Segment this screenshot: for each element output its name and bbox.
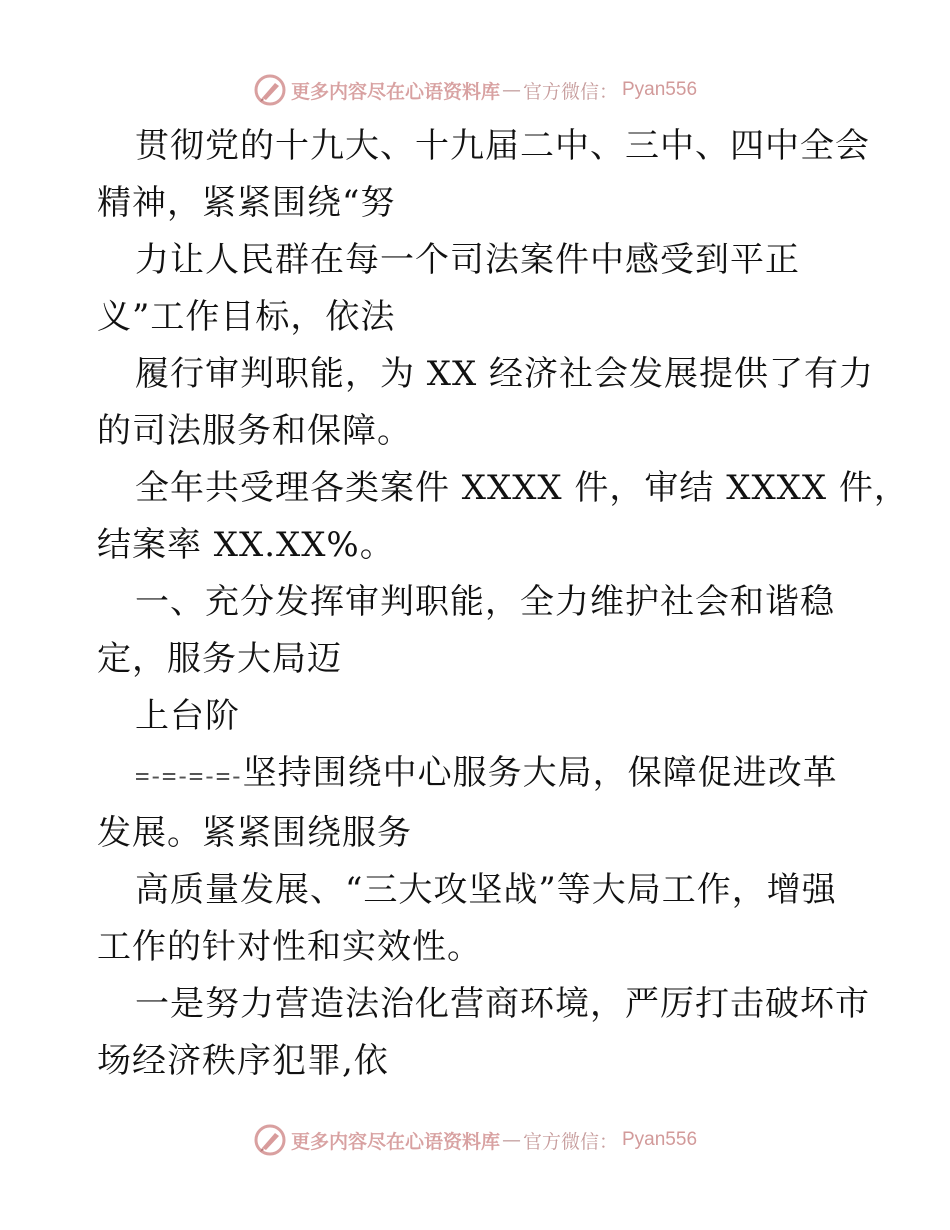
- paragraph-line: 义”工作目标，依法: [97, 297, 396, 337]
- banner-account-id: Pyan556: [622, 1129, 698, 1150]
- paragraph: [97, 976, 870, 1090]
- paragraph-line: 发展。紧紧围绕服务: [97, 813, 412, 853]
- paragraph-line: 上台阶: [135, 696, 240, 736]
- paragraph: [97, 745, 857, 862]
- banner-dash: —: [501, 79, 521, 101]
- paragraph-line: 一、充分发挥审判职能，全力维护社会和谐稳: [135, 582, 835, 622]
- paragraph: [97, 862, 857, 976]
- paragraph-line: [97, 745, 857, 805]
- banner-main-text: 更多内容尽在心语资料库: [290, 80, 500, 103]
- pen-logo-icon: [253, 1123, 287, 1157]
- section-heading: [97, 574, 857, 688]
- paragraph-line: 结案率 XX.XX%。: [97, 525, 395, 565]
- paragraph-line: 贯彻党的十九大、十九届二中、三中、四中全会: [135, 126, 870, 166]
- paragraph-line: 工作的针对性和实效性。: [97, 927, 482, 967]
- header-watermark: [0, 70, 950, 110]
- pen-logo-icon: [253, 73, 287, 107]
- paragraph-line: 高质量发展、“三大攻坚战”等大局工作，增强: [135, 870, 837, 910]
- paragraph: [97, 346, 875, 460]
- paragraph-line: 一是努力营造法治化营商环境，严厉打击破坏市: [135, 984, 870, 1024]
- banner-dash: —: [501, 1129, 521, 1151]
- paragraph-line: 精神，紧紧围绕“努: [97, 183, 396, 223]
- paragraph: [97, 688, 857, 745]
- paragraph-line: 定，服务大局迈: [97, 639, 342, 679]
- paragraph: [97, 232, 857, 346]
- banner-account-id: Pyan556: [622, 79, 698, 100]
- footer-watermark: [0, 1120, 950, 1160]
- document-body: [97, 118, 909, 1090]
- paragraph-line: 的司法服务和保障。: [97, 411, 412, 451]
- banner-sub-text: 官方微信：: [522, 80, 618, 103]
- paragraph-line: 力让人民群在每一个司法案件中感受到平正: [135, 240, 800, 280]
- paragraph-text: 坚持围绕中心服务大局，保障促进改革: [242, 753, 838, 793]
- banner-main-text: 更多内容尽在心语资料库: [290, 1130, 500, 1153]
- paragraph: [97, 118, 870, 232]
- paragraph-line: 全年共受理各类案件 XXXX 件，审结 XXXX 件，: [135, 468, 909, 508]
- paragraph-line: 场经济秩序犯罪,依: [97, 1041, 389, 1081]
- list-marker: =-=-=-=-: [135, 762, 243, 790]
- paragraph: [97, 460, 909, 574]
- paragraph-line: 履行审判职能，为 XX 经济社会发展提供了有力: [135, 354, 875, 394]
- banner-sub-text: 官方微信：: [522, 1130, 618, 1153]
